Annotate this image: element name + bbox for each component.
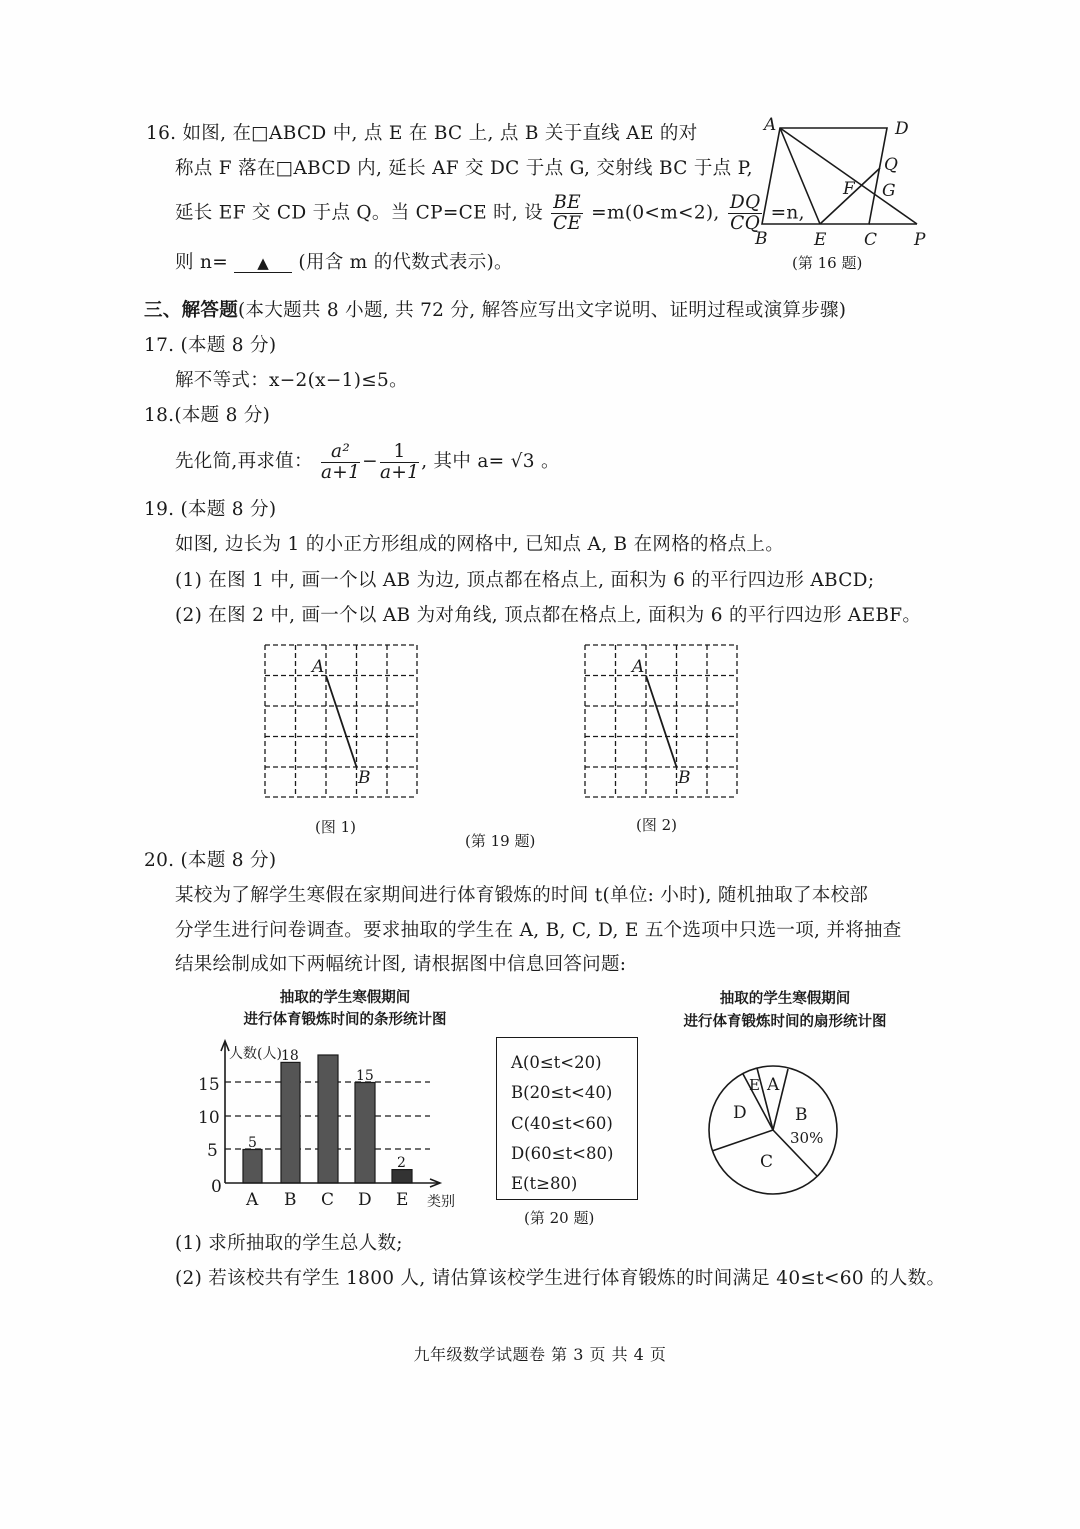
point-a-label: A [632,657,645,677]
pie-chart-title-line2: 进行体育锻炼时间的扇形统计图 [683,1013,887,1030]
legend-item-d: D(60≤t<80) [511,1143,614,1163]
q16-line3-post: =n, [770,202,805,224]
xtick-c: C [321,1190,335,1210]
ytick-15: 15 [198,1075,220,1095]
q19-intro: 如图, 边长为 1 的小正方形组成的网格中, 已知点 A, B 在网格的格点上。 [175,534,785,555]
label-b: B [755,229,768,249]
bar-c [318,1055,338,1183]
legend-item-e: E(t≥80) [511,1174,578,1194]
q18-minus: − [362,451,378,472]
q19-part1: (1) 在图 1 中, 画一个以 AB 为边, 顶点都在格点上, 面积为 6 的平行四边形 ABCD; [175,570,875,591]
pie-chart-title-line1: 抽取的学生寒假期间 [719,990,851,1007]
q16-line2: 称点 F 落在□ABCD 内, 延长 AF 交 DC 于点 G, 交射线 BC 于点 P, [175,158,753,179]
segment-ab [646,676,677,768]
value-label-d: 15 [356,1068,374,1084]
q16-fraction-dq-cq: $\frac{DQ}{CQ}$ [729,192,761,234]
q20-text1: 某校为了解学生寒假在家期间进行体育锻炼的时间 t(单位: 小时), 随机抽取了本校部 [175,885,869,906]
point-b-label: B [358,768,371,788]
q19-caption: (第 19 题) [465,832,536,850]
ytick-5: 5 [207,1141,218,1161]
q20-caption: (第 20 题) [524,1209,595,1227]
q18-body-post: , 其中 a= √3 。 [421,451,560,472]
q19-grid-figure-2 [575,635,755,810]
q19-grid-figure-1 [255,635,435,810]
answer-blank: ▲ [234,254,292,273]
fig2-caption: (图 2) [636,816,678,834]
label-d: D [895,119,909,139]
q16-line3-pre: 延长 EF 交 CD 于点 Q。当 CP=CE 时, 设 [175,202,544,224]
pie-label-b: B [795,1105,808,1125]
label-g: G [882,181,896,201]
page-footer [0,1342,1080,1365]
q19-header: 19. (本题 8 分) [144,499,277,520]
q20-part2: (2) 若该校共有学生 1800 人, 请估算该校学生进行体育锻炼的时间满足 40≤t<60 的人数。 [175,1268,946,1289]
q18-header: 18.(本题 8 分) [144,405,271,426]
x-axis-label: 类别 [427,1194,455,1210]
label-e: E [814,230,827,250]
value-label-e: 2 [397,1155,406,1171]
segment-ab [326,676,357,768]
value-label-a: 5 [248,1135,257,1151]
q16-caption: (第 16 题) [792,254,863,272]
q16-line1: 16. 如图, 在□ABCD 中, 点 E 在 BC 上, 点 B 关于直线 AE 的对 [146,123,698,144]
legend-item-b: B(20≤t<40) [511,1083,613,1103]
bar-chart-title-line2: 进行体育锻炼时间的条形统计图 [243,1011,447,1028]
xtick-e: E [396,1190,409,1210]
point-a-label: A [312,657,325,677]
q20-part1: (1) 求所抽取的学生总人数; [175,1233,403,1254]
pie-annotation-b-percent: 30% [790,1129,824,1147]
bar-a [243,1150,262,1184]
ytick-0: 0 [211,1177,222,1197]
pie-label-e: E [749,1076,760,1094]
footer-text: 九年级数学试题卷 第 3 页 共 4 页 [413,1345,667,1364]
label-p: P [914,230,926,250]
q16-line3-mid: =m(0<m<2), [591,202,720,224]
y-axis-label: 人数(人) [229,1046,282,1062]
legend-item-a: A(0≤t<20) [511,1053,602,1072]
value-label-b: 18 [281,1048,299,1064]
bar-chart-title-line1: 抽取的学生寒假期间 [279,989,411,1006]
label-f: F [843,179,855,199]
pie-chart [700,1060,850,1200]
q16-line4-pre: 则 n= [175,252,228,273]
pie-label-a: A [767,1075,780,1095]
bar-d [355,1083,375,1184]
section-title: 三、解答题 [144,300,239,321]
q20-header: 20. (本题 8 分) [144,850,277,871]
q16-parallelogram-figure [740,108,940,278]
section-heading [144,299,846,323]
legend-item-c: C(40≤t<60) [511,1113,613,1133]
q17-body: 解不等式：x−2(x−1)≤5。 [175,370,408,391]
q18-body [175,440,560,484]
category-legend [496,1037,638,1200]
xtick-b: B [284,1190,297,1210]
pie-label-c: C [760,1152,774,1172]
bar-b [281,1062,300,1183]
q17-header: 17. (本题 8 分) [144,335,277,356]
ytick-10: 10 [198,1108,220,1128]
bar-e [392,1170,412,1183]
q20-text3: 结果绘制成如下两幅统计图, 请根据图中信息回答问题: [175,954,627,975]
q16-line4-post: (用含 m 的代数式表示)。 [298,252,513,273]
q19-part2: (2) 在图 2 中, 画一个以 AB 为对角线, 顶点都在格点上, 面积为 6 的平行四边形 AEBF。 [175,605,922,626]
q20-text2: 分学生进行问卷调查。要求抽取的学生在 A, B, C, D, E 五个选项中只选一项, 并将抽查 [175,920,902,941]
pie-label-d: D [733,1103,747,1123]
bar-chart [190,1035,470,1215]
fig1-caption: (图 1) [315,818,357,836]
q16-fraction-be-ce: $\frac{BE}{CE}$ [553,192,582,234]
q18-fraction-a2: $\frac{\text{a²}}{a+1}$ [320,440,361,483]
xtick-a: A [246,1190,259,1210]
point-b-label: B [678,768,691,788]
q16-line4 [175,251,513,275]
q18-fraction-1: $\frac{1}{a+1}$ [379,440,420,483]
label-q: Q [884,155,898,175]
xtick-d: D [358,1190,372,1210]
label-c: C [864,230,878,250]
q16-line3 [175,193,805,234]
section-desc: (本大题共 8 小题, 共 72 分, 解答应写出文字说明、证明过程或演算步骤) [238,300,847,321]
label-a: A [764,115,777,135]
q18-body-pre: 先化简,再求值： [175,451,313,472]
